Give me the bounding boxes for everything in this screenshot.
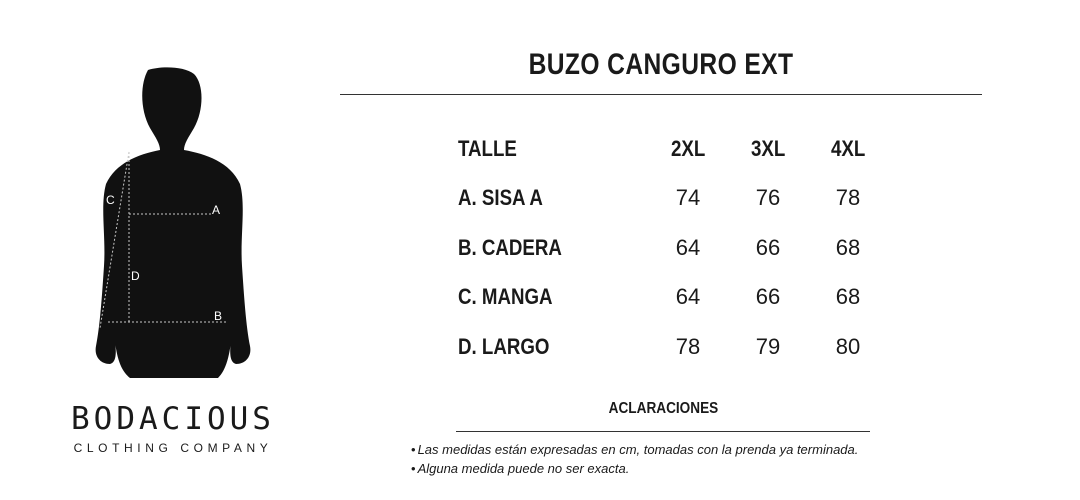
label-c: C — [106, 193, 115, 207]
header-talle: TALLE — [458, 135, 517, 161]
bullet-icon: • — [411, 442, 416, 457]
row-label: B. CADERA — [458, 234, 562, 260]
size-table — [458, 124, 888, 372]
brand-logo — [60, 398, 286, 456]
table-cell: 76 — [755, 185, 781, 211]
table-cell: 74 — [675, 185, 701, 211]
label-d: D — [131, 269, 140, 283]
notes-divider — [456, 431, 870, 432]
table-cell: 66 — [755, 284, 781, 310]
garment-figure — [80, 66, 260, 382]
table-cell: 66 — [755, 234, 781, 260]
notes-list — [411, 440, 858, 478]
table-cell: 78 — [675, 333, 701, 359]
notes-heading: ACLARACIONES — [608, 400, 718, 417]
table-cell: 64 — [675, 234, 701, 260]
brand-name: BODACIOUS — [71, 401, 275, 437]
row-label: A. SISA A — [458, 185, 543, 211]
table-row — [458, 322, 888, 372]
label-b: B — [214, 309, 223, 323]
title-divider — [340, 94, 982, 95]
table-row — [458, 223, 888, 273]
table-header-row — [458, 124, 888, 174]
page-title: BUZO CANGURO EXT — [528, 48, 794, 81]
bullet-icon: • — [411, 461, 416, 476]
header-size: 4XL — [830, 135, 866, 161]
table-cell: 79 — [755, 333, 781, 359]
table-cell: 68 — [835, 234, 861, 260]
table-cell: 80 — [835, 333, 861, 359]
label-a: A — [212, 203, 221, 217]
table-cell: 78 — [835, 185, 861, 211]
person-silhouette-icon — [80, 66, 260, 382]
table-row — [458, 174, 888, 224]
header-size: 3XL — [750, 135, 786, 161]
table-row — [458, 273, 888, 323]
header-size: 2XL — [670, 135, 706, 161]
list-item: • Las medidas están expresadas en cm, tomadas con la prenda ya terminada. — [411, 442, 859, 457]
row-label: D. LARGO — [458, 333, 550, 359]
table-cell: 64 — [675, 284, 701, 310]
brand-tagline: CLOTHING COMPANY — [73, 441, 273, 455]
list-item: • Alguna medida puede no ser exacta. — [411, 461, 630, 476]
row-label: C. MANGA — [458, 284, 553, 310]
table-cell: 68 — [835, 284, 861, 310]
